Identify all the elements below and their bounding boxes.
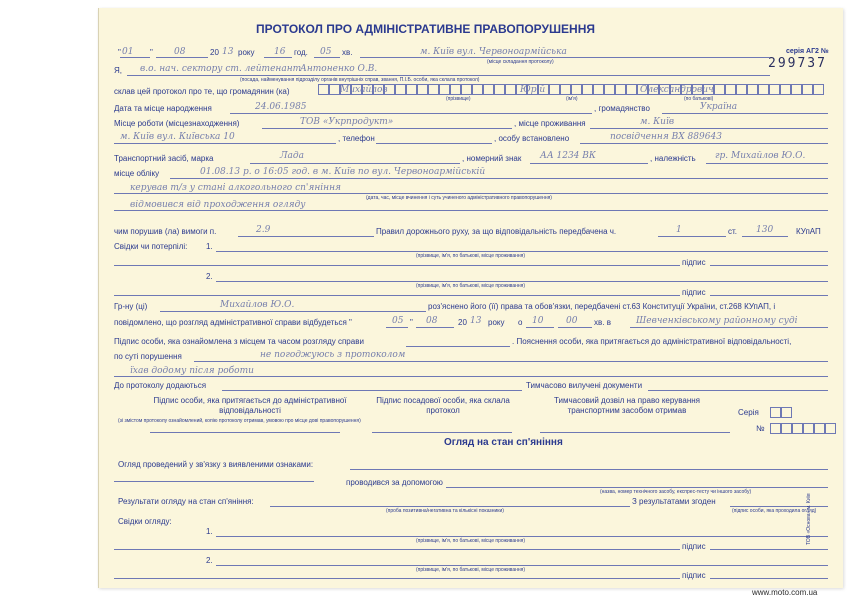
line-identity (580, 143, 828, 144)
quote-close: " (150, 48, 153, 57)
line-essence-2 (114, 376, 828, 377)
name-letter-box (439, 84, 450, 95)
line-exam-result (270, 506, 630, 507)
label-citizenship: , громадянство (594, 104, 650, 113)
line-signature-2 (710, 295, 828, 296)
hint-name: (ім'я) (566, 96, 578, 102)
hw-part: 1 (676, 225, 682, 235)
hw-month: 08 (174, 47, 186, 57)
hw-citizenship: Україна (700, 102, 738, 112)
line-essence (194, 361, 828, 362)
permit-no-label: № (756, 424, 765, 433)
hw-offense-1: 01.08.13 р. о 16:05 год. в м. Київ по вул. Червоноармійській (200, 167, 486, 177)
hw-work-1: ТОВ «Укрпродукт» (300, 117, 394, 127)
hw-day: 01 (122, 47, 134, 57)
label-witnesses: Свідки чи потерпілі: (114, 242, 188, 251)
line-residence (590, 128, 828, 129)
permit-number-box (792, 423, 803, 434)
sig-officer-label: Підпис посадової особи, яка склала протокол (376, 396, 510, 415)
name-letter-box (538, 84, 549, 95)
hw-citizen: Михайлов Ю.О. (220, 300, 295, 310)
line-day (120, 57, 150, 58)
name-letter-box (725, 84, 736, 95)
name-letter-box (340, 84, 351, 95)
hint-exam-means: (назва, номер технічного засобу, експрес-тесту чи іншого засобу) (600, 489, 752, 495)
permit-number-box (770, 423, 781, 434)
label-violated: чим порушив (ла) вимоги п. (114, 227, 217, 236)
line-witness-2b (114, 295, 680, 296)
line-exam-witness-2 (216, 565, 828, 566)
label-citizen: Гр-ну (ці) (114, 302, 148, 311)
label-belongs: , належність (650, 154, 696, 163)
label-work: Місце роботи (місцезнаходження) (114, 119, 240, 128)
line-witness-1b (114, 265, 680, 266)
exam-title: Огляд на стан сп'яніння (444, 437, 563, 448)
permit-label: Тимчасовий дозвіл на право керування транспортним засобом отримав (553, 396, 700, 415)
hint-witness-1: (прізвище, ім'я, по батькові, місце проживання) (416, 253, 526, 259)
name-letter-box (362, 84, 373, 95)
name-letter-box (637, 84, 648, 95)
permit-number-box (803, 423, 814, 434)
name-letter-box (659, 84, 670, 95)
line-seized (648, 390, 828, 391)
line-plate (530, 163, 648, 164)
hw-hearing-day: 05 (392, 316, 404, 326)
name-letter-box (318, 84, 329, 95)
hw-clause: 2.9 (256, 225, 271, 235)
line-hearing-hour (526, 327, 554, 328)
label-exam-witnesses: Свідки огляду: (118, 517, 172, 526)
line-hearing-day (386, 327, 408, 328)
quote-open: " (118, 48, 121, 57)
hint-exam-result: (проба позитивна/негативна та кількісні показники) (386, 508, 504, 514)
name-letter-box (516, 84, 527, 95)
hint-sig-person: (підпис особи, яка проходила огляд) (732, 508, 817, 514)
name-letter-box (417, 84, 428, 95)
label-year-2: 20 (458, 318, 467, 327)
hw-hour: 16 (274, 47, 286, 57)
name-letter-box (395, 84, 406, 95)
name-letter-box (670, 84, 681, 95)
name-letter-box (472, 84, 483, 95)
line-hearing-place (630, 327, 828, 328)
hw-explanation-2: їхав додому після роботи (130, 366, 254, 376)
name-letter-box (604, 84, 615, 95)
line-exam-signature-2 (710, 578, 828, 579)
hw-owner: гр. Михайлов Ю.О. (715, 151, 806, 161)
label-exam-reason: Огляд проведений у зв'язку з виявленими ознаками: (118, 460, 314, 469)
watermark: www.moto.com.ua (752, 588, 818, 597)
series-label: серія АГ2 № (786, 48, 829, 55)
label-signature-2: підпис (682, 288, 706, 297)
hw-explanation-1: не погоджуюсь з протоколом (260, 350, 406, 360)
name-letter-box (780, 84, 791, 95)
line-offense-1 (114, 193, 828, 194)
label-rights: роз'яснено його (її) права та обов'язки, передбачені ст.63 Конституції України, ст.268 КУпАП, і (428, 302, 776, 311)
name-letter-box (813, 84, 824, 95)
hw-year: 13 (222, 47, 234, 57)
name-letter-box (505, 84, 516, 95)
name-letter-box (681, 84, 692, 95)
line-attached (222, 390, 522, 391)
name-letter-box (406, 84, 417, 95)
name-letter-box (714, 84, 725, 95)
label-minute: хв. (342, 48, 353, 57)
line-sig-offender (150, 432, 340, 433)
exam-witness-1-num: 1. (206, 527, 213, 536)
line-place (360, 57, 770, 58)
label-birth: Дата та місце народження (114, 104, 212, 113)
line-citizenship (662, 113, 828, 114)
name-letter-box (494, 84, 505, 95)
hw-hearing-place: Шевченківському районному суді (636, 316, 798, 326)
line-exam-witness-1b (114, 549, 680, 550)
permit-series-box-1 (770, 407, 781, 418)
label-seized: Тимчасово вилучені документи (526, 381, 643, 390)
hw-plate: АА 1234 ВК (540, 151, 596, 161)
name-letter-box (758, 84, 769, 95)
name-letter-box (615, 84, 626, 95)
name-letter-box (593, 84, 604, 95)
line-hearing-month (416, 327, 454, 328)
line-sig-officer (372, 432, 512, 433)
hint-witness-2: (прізвище, ім'я, по батькові, місце проживання) (416, 283, 526, 289)
name-letter-box (703, 84, 714, 95)
permit-number-box (814, 423, 825, 434)
line-part (658, 236, 726, 237)
sig-offender-hint: (зі змістом протоколу ознайомлений, копію протоколу отримав, умовою про місце дові правопорушення) (118, 418, 361, 424)
quote-close-2: " (410, 318, 413, 327)
line-work-cont (114, 143, 336, 144)
line-exam-reason-2 (114, 481, 314, 482)
hw-person-surname: Михайлов (340, 85, 388, 95)
line-month (156, 57, 208, 58)
name-letter-box (769, 84, 780, 95)
hw-work-2: м. Київ вул. Київська 10 (120, 132, 235, 142)
witness-1-num: 1. (206, 242, 213, 251)
label-year: 20 (210, 48, 219, 57)
line-registration (170, 178, 828, 179)
line-work (262, 128, 512, 129)
hw-offense-2: керував т/з у стані алкогольного сп'яніння (130, 183, 341, 193)
hint-exam-witness-1: (прізвище, ім'я, по батькові, місце проживання) (416, 538, 526, 544)
line-birth (230, 113, 592, 114)
label-registration: місце обліку (114, 169, 160, 178)
permit-series-label: Серія (738, 408, 759, 417)
line-citizen (160, 311, 426, 312)
label-in: хв. в (594, 318, 611, 327)
exam-witness-2-num: 2. (206, 556, 213, 565)
label-ya: Я, (114, 66, 122, 75)
label-at: о (518, 318, 523, 327)
line-permit (540, 432, 730, 433)
hw-officer-2: Антоненко О.В. (300, 64, 378, 74)
line-exam-means (446, 487, 828, 488)
hw-hearing-year: 13 (470, 316, 482, 326)
hw-hearing-month: 08 (426, 316, 438, 326)
label-agree: З результатами згоден (632, 497, 716, 506)
line-exam-signature-1 (710, 549, 828, 550)
line-hour (264, 57, 292, 58)
line-art (742, 236, 788, 237)
name-letter-box (582, 84, 593, 95)
serial-number: 299737 (768, 56, 827, 71)
label-signature-1: підпис (682, 258, 706, 267)
name-letter-box (692, 84, 703, 95)
label-year-word-2: року (488, 318, 505, 327)
line-agree (730, 506, 828, 507)
hw-offense-3: відмовився від проходження огляду (130, 200, 306, 210)
name-letter-box (560, 84, 571, 95)
name-letter-box (527, 84, 538, 95)
line-familiar (406, 346, 510, 347)
label-hour: год. (294, 48, 308, 57)
document-title: ПРОТОКОЛ ПРО АДМІНІСТРАТИВНЕ ПРАВОПОРУШЕННЯ (256, 22, 595, 36)
name-letter-box (747, 84, 758, 95)
name-letter-box (450, 84, 461, 95)
line-offense-2 (114, 210, 828, 211)
name-letter-box (549, 84, 560, 95)
label-phone: , телефон (338, 134, 375, 143)
line-phone (376, 143, 492, 144)
line-witness-2 (216, 281, 828, 282)
line-exam-witness-1 (216, 536, 828, 537)
label-exam-means: проводився за допомогою (346, 478, 443, 487)
label-residence: , місце проживання (514, 119, 586, 128)
line-clause (238, 236, 374, 237)
hint-officer: (посада, найменування підрозділу органів внутрішніх справ, звання, П.І.Б. особи, яка склала протокол) (240, 77, 480, 83)
line-owner (706, 163, 828, 164)
hw-officer-1: в.о. нач. сектору ст. лейтенант (140, 64, 302, 74)
hint-patronymic: (по батькові) (684, 96, 714, 102)
name-letter-box (351, 84, 362, 95)
hw-hearing-minute: 00 (566, 316, 578, 326)
label-exam-result: Результати огляду на стан сп'яніння: (118, 497, 254, 506)
line-witness-1 (216, 251, 828, 252)
label-familiar: Підпис особи, яка ознайомлена з місцем та часом розгляду справи (114, 337, 364, 346)
line-officer (127, 75, 770, 76)
line-brand (250, 163, 460, 164)
hw-address: м. Київ (640, 117, 675, 127)
label-identity: , особу встановлено (494, 134, 570, 143)
label-attached: До протоколу додаються (114, 381, 207, 390)
name-letter-box (384, 84, 395, 95)
side-print: ТОВ «Основа» м. Київ (806, 493, 812, 545)
label-essence: по суті порушення (114, 352, 182, 361)
name-letter-box (461, 84, 472, 95)
label-exam-signature-1: підпис (682, 542, 706, 551)
label-explanation: . Пояснення особи, яка притягається до адміністративної відповідальності, (512, 337, 792, 346)
hw-minute: 05 (320, 47, 332, 57)
label-vehicle: Транспортний засіб, марка (114, 154, 214, 163)
label-exam-signature-2: підпис (682, 571, 706, 580)
label-drawn-up: склав цей протокол про те, що громадянин (ка) (114, 87, 290, 96)
hw-hearing-hour: 10 (532, 316, 544, 326)
hw-person-patronymic: Олександрович (640, 85, 714, 95)
hw-birth: 24.06.1985 (255, 102, 307, 112)
hint-surname: (прізвище) (446, 96, 471, 102)
name-letter-box (736, 84, 747, 95)
sig-offender-label: Підпис особи, яка притягається до адміністративної відповідальності (153, 396, 347, 415)
line-signature-1 (710, 265, 828, 266)
label-notified: повідомлено, що розгляд адміністративної справи відбудеться " (114, 318, 352, 327)
label-year-word: року (238, 48, 255, 57)
label-rules: Правил дорожнього руху, за що відповідальність передбачена ч. (376, 227, 617, 236)
hint-place: (місце складання протоколу) (487, 59, 554, 65)
permit-number-box (781, 423, 792, 434)
name-letter-box (791, 84, 802, 95)
witness-2-num: 2. (206, 272, 213, 281)
label-article: ст. (728, 227, 737, 236)
hw-place: м. Київ вул. Червоноармійська (420, 47, 567, 57)
line-exam-witness-2b (114, 578, 680, 579)
name-letter-box (329, 84, 340, 95)
name-letter-box (373, 84, 384, 95)
hw-person-name: Юрій (520, 85, 546, 95)
name-letter-box (648, 84, 659, 95)
hw-art: 130 (756, 225, 774, 235)
hint-offense: (дата, час, місце вчинення і суть учиненого адміністративного правопорушення) (366, 195, 552, 201)
permit-number-box (825, 423, 836, 434)
name-letter-box (626, 84, 637, 95)
hint-exam-witness-2: (прізвище, ім'я, по батькові, місце проживання) (416, 567, 526, 573)
name-letter-box (802, 84, 813, 95)
name-letter-box (571, 84, 582, 95)
hw-brand: Лада (280, 151, 304, 161)
name-letter-box (428, 84, 439, 95)
line-exam-reason (350, 469, 828, 470)
permit-series-box-2 (781, 407, 792, 418)
label-kupap: КУпАП (796, 227, 821, 236)
hw-identity: посвідчення ВХ 889643 (610, 132, 722, 142)
line-minute (314, 57, 340, 58)
name-letter-box (483, 84, 494, 95)
label-plate: , номерний знак (462, 154, 522, 163)
line-hearing-minute (558, 327, 592, 328)
